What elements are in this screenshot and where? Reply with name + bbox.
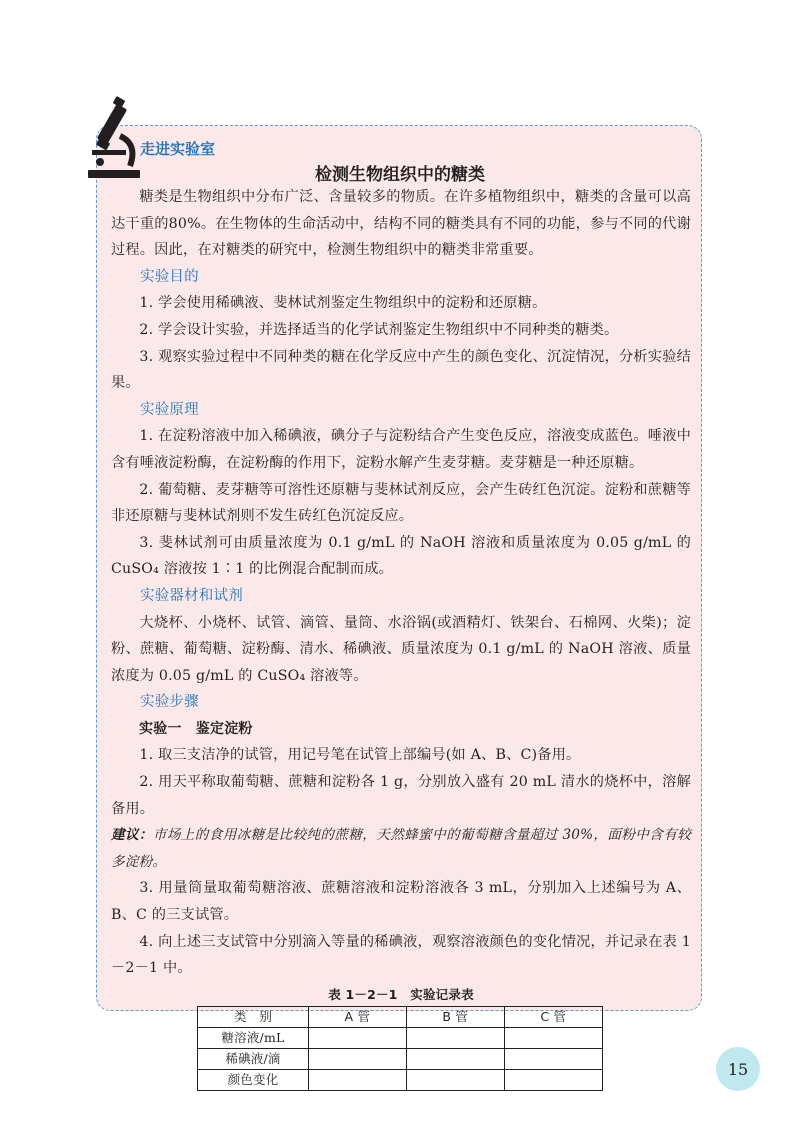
record-table: [197, 1006, 603, 1091]
table-cell: [406, 1048, 504, 1069]
table-row: [198, 1027, 603, 1048]
table-cell: [504, 1027, 602, 1048]
table-header-cell: A 管: [309, 1006, 407, 1027]
table-cell: 糖溶液/mL: [198, 1027, 309, 1048]
suggestion-note: [111, 822, 691, 875]
table-header-row: [198, 1006, 603, 1027]
table-cell: [504, 1069, 602, 1090]
step-item: 1. 取三支洁净的试管，用记号笔在试管上部编号(如 A、B、C)备用。: [139, 747, 581, 764]
table-header-cell: 类 别: [198, 1006, 309, 1027]
heading-purpose: 实验目的: [140, 268, 199, 285]
table-cell: 颜色变化: [198, 1069, 309, 1090]
section-tag: 走进实验室: [140, 140, 216, 158]
suggestion-label: 建议：: [111, 827, 153, 844]
table-cell: [309, 1027, 407, 1048]
step-item: 2. 用天平称取葡萄糖、蔗糖和淀粉各 1 g，分别放入盛有 20 mL 清水的烧杯中，溶解备用。: [111, 774, 691, 817]
table-caption: 表 1－2－1 实验记录表: [328, 986, 474, 1002]
suggestion-text: 市场上的食用冰糖是比较纯的蔗糖，天然蜂蜜中的葡萄糖含量超过 30%，面粉中含有较多淀粉。: [111, 827, 691, 870]
principle-item: 2. 葡萄糖、麦芽糖等可溶性还原糖与斐林试剂反应，会产生砖红色沉淀。淀粉和蔗糖等非还原糖与斐林试剂则不发生砖红色沉淀反应。: [111, 481, 691, 525]
step-item: 3. 用量筒量取葡萄糖溶液、蔗糖溶液和淀粉溶液各 3 mL，分别加入上述编号为 A、B、C 的三支试管。: [111, 880, 691, 924]
intro-paragraph: 糖类是生物组织中分布广泛、含量较多的物质。在许多植物组织中，糖类的含量可以高达干重的80%。在生物体的生命活动中，结构不同的糖类具有不同的功能，参与不同的代谢过程。因此，在对糖类的研究中，检测生物组织中的糖类非常重要。: [111, 189, 691, 259]
purpose-item: 3. 观察实验过程中不同种类的糖在化学反应中产生的颜色变化、沉淀情况，分析实验结果。: [111, 348, 691, 392]
materials-text: 大烧杯、小烧杯、试管、滴管、量筒、水浴锅(或酒精灯、铁架台、石棉网、火柴)；淀粉、蔗糖、葡萄糖、淀粉酶、清水、稀碘液、质量浓度为 0.1 g/mL 的 NaOH 溶液、质量浓度为 0.05 g/mL 的 CuSO₄ 溶液等。: [111, 614, 691, 684]
table-header-cell: B 管: [406, 1006, 504, 1027]
heading-steps: 实验步骤: [140, 694, 199, 711]
table-row: [198, 1069, 603, 1090]
page-title: 检测生物组织中的糖类: [315, 165, 485, 185]
table-cell: [309, 1048, 407, 1069]
table-row: [198, 1048, 603, 1069]
table-header-cell: C 管: [504, 1006, 602, 1027]
page-number-badge: [716, 1047, 760, 1091]
table-cell: 稀碘液/滴: [198, 1048, 309, 1069]
step-item: 4. 向上述三支试管中分别滴入等量的稀碘液，观察溶液颜色的变化情况，并记录在表 1－2－1 中。: [111, 933, 691, 977]
principle-item: 1. 在淀粉溶液中加入稀碘液，碘分子与淀粉结合产生变色反应，溶液变成蓝色。唾液中含有唾液淀粉酶，在淀粉酶的作用下，淀粉水解产生麦芽糖。麦芽糖是一种还原糖。: [111, 428, 691, 471]
page-number: 15: [727, 1059, 749, 1079]
principle-item: 3. 斐林试剂可由质量浓度为 0.1 g/mL 的 NaOH 溶液和质量浓度为 0.05 g/mL 的 CuSO₄ 溶液按 1∶1 的比例混合配制而成。: [111, 534, 691, 578]
table-cell: [504, 1048, 602, 1069]
heading-principle: 实验原理: [140, 401, 199, 418]
purpose-item: 1. 学会使用稀碘液、斐林试剂鉴定生物组织中的淀粉和还原糖。: [139, 295, 547, 312]
table-cell: [406, 1027, 504, 1048]
heading-materials: 实验器材和试剂: [140, 587, 243, 604]
experiment-one-heading: 实验一 鉴定淀粉: [139, 720, 253, 737]
table-cell: [406, 1069, 504, 1090]
table-cell: [309, 1069, 407, 1090]
purpose-item: 2. 学会设计实验，并选择适当的化学试剂鉴定生物组织中不同种类的糖类。: [139, 321, 619, 338]
main-content: [111, 184, 691, 1091]
